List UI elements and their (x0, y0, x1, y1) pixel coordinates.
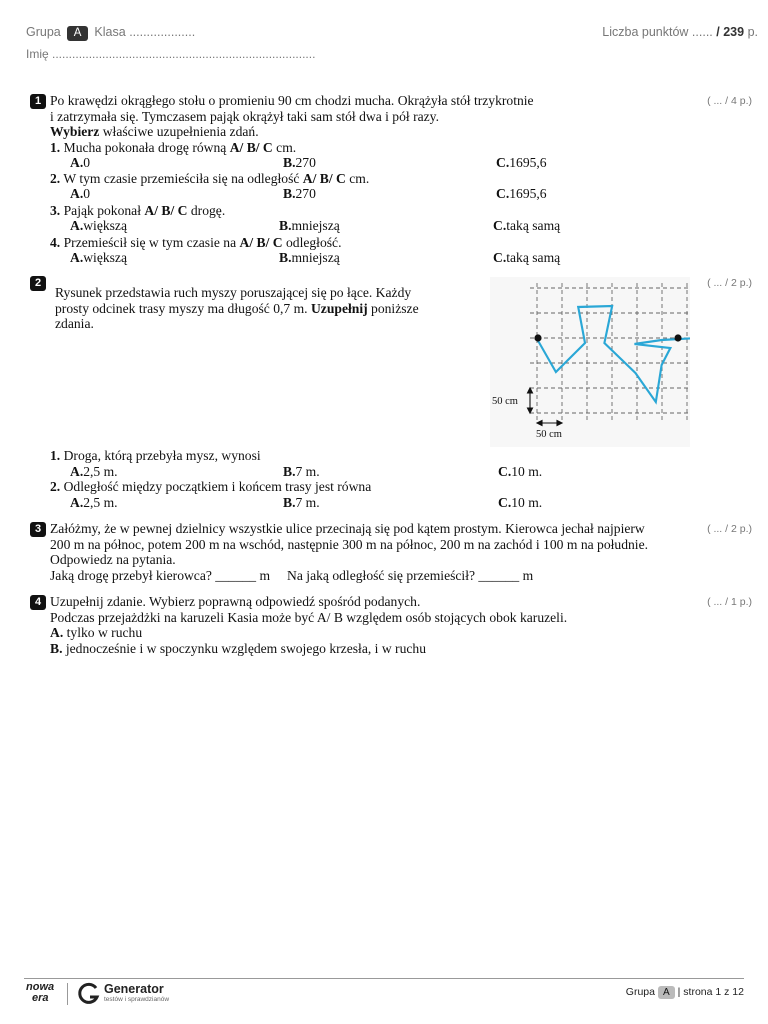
option-letter: C. (498, 463, 512, 479)
path-start-dot (534, 334, 541, 341)
task-body (50, 93, 740, 266)
logo-text-top: nowa (26, 981, 55, 993)
task-points: ( ... / 1 p.) (707, 596, 752, 608)
option-letter: A. (70, 463, 84, 479)
group-label: Grupa (26, 25, 61, 39)
points-total-field (602, 25, 758, 39)
intro-text: prosty odcinek trasy myszy ma długość 0,7 m. (55, 300, 311, 316)
task-number: 3 (30, 522, 46, 537)
option-letter: C. (496, 186, 510, 201)
option-text: 2,5 m. (83, 494, 118, 510)
points-separator: / (716, 25, 720, 39)
option-letter: A. (70, 250, 84, 265)
name-label: Imię (26, 47, 49, 61)
question-number: 2. (50, 479, 61, 494)
question-text-end: cm. (272, 139, 297, 155)
task-text: Podczas przejażdżki na karuzeli Kasia może być A/ B względem osób stojących obok karuzeli. (50, 609, 568, 625)
option-text: 10 m. (511, 463, 543, 479)
question-1 (50, 140, 740, 156)
mouse-path-figure (490, 277, 690, 447)
options-row (50, 218, 740, 234)
group-badge: A (67, 26, 89, 41)
option-c[interactable] (493, 218, 561, 234)
task-points: ( ... / 4 p.) (707, 95, 752, 107)
option-letter: A. (70, 494, 84, 510)
option-letter: A. (70, 155, 84, 170)
task-4 (30, 594, 752, 660)
option-letter: C. (496, 155, 510, 170)
task-points: ( ... / 2 p.) (707, 523, 752, 535)
task-text: Uzupełnij zdanie. Wybierz poprawną odpowiedź spośród podanych. (50, 594, 421, 609)
instruction-verb: Wybierz (50, 124, 100, 139)
points-unit: p. (747, 25, 758, 39)
task-number: 1 (30, 94, 46, 109)
nowa-era-logo (26, 982, 62, 1010)
option-text: 270 (295, 186, 316, 201)
option-letter: B. (283, 186, 296, 201)
options-row (50, 186, 740, 202)
vertical-scale-label: 50 cm (492, 396, 518, 407)
horizontal-scale-label: 50 cm (536, 429, 562, 440)
task-intro: i zatrzymała się. Tymczasem pająk okrążył taki sam stół dwa i pół razy. (50, 108, 439, 124)
option-text: mniejszą (291, 218, 340, 233)
option-text: większą (83, 250, 128, 265)
question-4 (50, 235, 740, 251)
question-number: 1. (50, 139, 61, 155)
option-a[interactable] (70, 494, 118, 511)
task-intro: zdania. (55, 316, 94, 331)
option-letter: B. (279, 250, 292, 265)
instruction-verb: Uzupełnij (310, 300, 368, 316)
brand-name: Generator (104, 982, 164, 996)
question-number: 1. (50, 448, 61, 463)
question-number: 2. (50, 170, 61, 186)
question-text-end: drogę. (187, 202, 226, 218)
option-text: jednocześnie i w spoczynku względem swojego krzesła, i w ruchu (62, 640, 426, 656)
footer-group-badge: A (658, 986, 675, 999)
figure-background (490, 277, 690, 447)
footer-page-number: | strona 1 z 12 (677, 986, 744, 998)
task-intro: Po krawędzi okrągłego stołu o promieniu 90 cm chodzi mucha. Okrążyła stół trzykrotnie (50, 93, 534, 108)
footer-logo-divider (67, 983, 68, 1005)
option-letter: C. (498, 494, 512, 510)
question-1 (50, 448, 740, 464)
option-b[interactable] (50, 641, 740, 657)
task-3 (30, 521, 752, 587)
points-dots: ...... (691, 25, 713, 39)
class-label: Klasa (94, 25, 126, 39)
option-text: 1695,6 (509, 186, 547, 201)
task-instruction (50, 124, 740, 140)
options-row (50, 464, 740, 480)
option-letter: A. (70, 218, 84, 233)
option-c[interactable] (493, 250, 561, 266)
option-b[interactable] (283, 463, 320, 480)
option-b[interactable] (279, 218, 340, 234)
footer-divider (24, 978, 744, 979)
task-number: 4 (30, 595, 46, 610)
name-field (26, 47, 315, 61)
option-text: 0 (83, 186, 91, 201)
option-a[interactable] (70, 155, 91, 171)
option-letter: B. (50, 640, 63, 656)
question-text: Mucha pokonała drogę równą (60, 139, 230, 155)
task-2 (30, 275, 752, 515)
choice-letters: A/ B/ C (239, 234, 283, 250)
question-text: W tym czasie przemieściła się na odległość (60, 170, 303, 186)
question-text: Pająk pokonał (60, 202, 145, 218)
task-text: Odpowiedz na pytania. (50, 552, 176, 567)
task-questions-with-blanks[interactable]: Jaką drogę przebył kierowca? ______ m Na jaką odległość się przemieścił? ______ m (50, 567, 534, 583)
intro-text-end: poniższe (367, 300, 419, 316)
options-row (50, 250, 740, 266)
option-letter: B. (283, 155, 296, 170)
option-letter: C. (493, 218, 507, 233)
option-text: 1695,6 (509, 155, 547, 170)
option-text: 7 m. (295, 494, 320, 510)
question-text-end: odległość. (282, 234, 342, 250)
task-intro: Rysunek przedstawia ruch myszy poruszającej się po łące. Każdy (55, 285, 412, 300)
footer-group-label: Grupa (625, 986, 655, 998)
path-end-dot (674, 334, 681, 341)
option-c[interactable] (498, 494, 543, 511)
option-text: 2,5 m. (83, 463, 118, 479)
task-number: 2 (30, 276, 46, 291)
choice-letters: A/ B/ C (302, 170, 346, 186)
option-text: 0 (83, 155, 91, 170)
option-b[interactable] (283, 186, 316, 202)
option-a[interactable] (70, 218, 128, 234)
option-a[interactable] (70, 186, 91, 202)
footer-page-info (626, 986, 744, 999)
option-a[interactable] (70, 463, 118, 480)
options-row (50, 155, 740, 171)
task-body (50, 521, 740, 583)
option-c[interactable] (498, 463, 543, 480)
instruction-text: właściwe uzupełnienia zdań. (99, 124, 259, 139)
name-dots: ............................................................................... (52, 47, 316, 61)
option-text: taką samą (506, 218, 561, 233)
option-text: 7 m. (295, 463, 320, 479)
task-body (50, 594, 740, 656)
options-row (50, 495, 740, 511)
points-label: Liczba punktów (602, 25, 689, 39)
question-3 (50, 203, 740, 219)
question-number: 3. (50, 202, 61, 218)
option-text: mniejszą (291, 250, 340, 265)
task-text: 200 m na północ, potem 200 m na wschód, następnie 300 m na północ, 200 m na zachód i 100 m na południe. (50, 536, 649, 552)
choice-letters: A/ B/ C (229, 139, 273, 155)
option-text: 10 m. (511, 494, 543, 510)
task-intro (55, 301, 475, 317)
task-1 (30, 93, 752, 265)
option-text: 270 (295, 155, 316, 170)
question-text: Przemieścił się w tym czasie na (60, 234, 240, 250)
group-field (26, 25, 195, 41)
class-dots: ................... (129, 25, 196, 39)
task-questions (50, 448, 740, 510)
option-letter: B. (283, 494, 296, 510)
question-text: Odległość między początkiem i końcem trasy jest równa (60, 479, 372, 494)
question-number: 4. (50, 234, 61, 250)
option-letter: A. (50, 625, 64, 640)
option-letter: A. (70, 186, 84, 201)
choice-letters: A/ B/ C (144, 202, 188, 218)
generator-g-icon (77, 982, 101, 1006)
option-b[interactable] (279, 250, 340, 266)
option-a[interactable] (50, 625, 740, 641)
question-2 (50, 171, 740, 187)
task-points: ( ... / 2 p.) (707, 277, 752, 289)
question-text-end: cm. (345, 170, 370, 186)
option-b[interactable] (283, 155, 316, 171)
option-text: większą (83, 218, 128, 233)
option-c[interactable] (496, 186, 547, 202)
logo-text-bottom: era (32, 992, 49, 1004)
option-text: tylko w ruchu (63, 625, 143, 640)
brand-subtitle: testów i sprawdzianów (104, 996, 170, 1003)
task-intro-block (55, 285, 475, 332)
option-letter: B. (283, 463, 296, 479)
option-b[interactable] (283, 494, 320, 511)
option-text: taką samą (506, 250, 561, 265)
option-letter: C. (493, 250, 507, 265)
task-text: Załóżmy, że w pewnej dzielnicy wszystkie ulice przecinają się pod kątem prostym. Kierowca jechał najpierw (50, 521, 645, 536)
option-letter: B. (279, 218, 292, 233)
question-text: Droga, którą przebyła mysz, wynosi (60, 448, 261, 463)
points-total: 239 (723, 25, 745, 39)
option-c[interactable] (496, 155, 547, 171)
question-2 (50, 479, 740, 495)
option-a[interactable] (70, 250, 128, 266)
